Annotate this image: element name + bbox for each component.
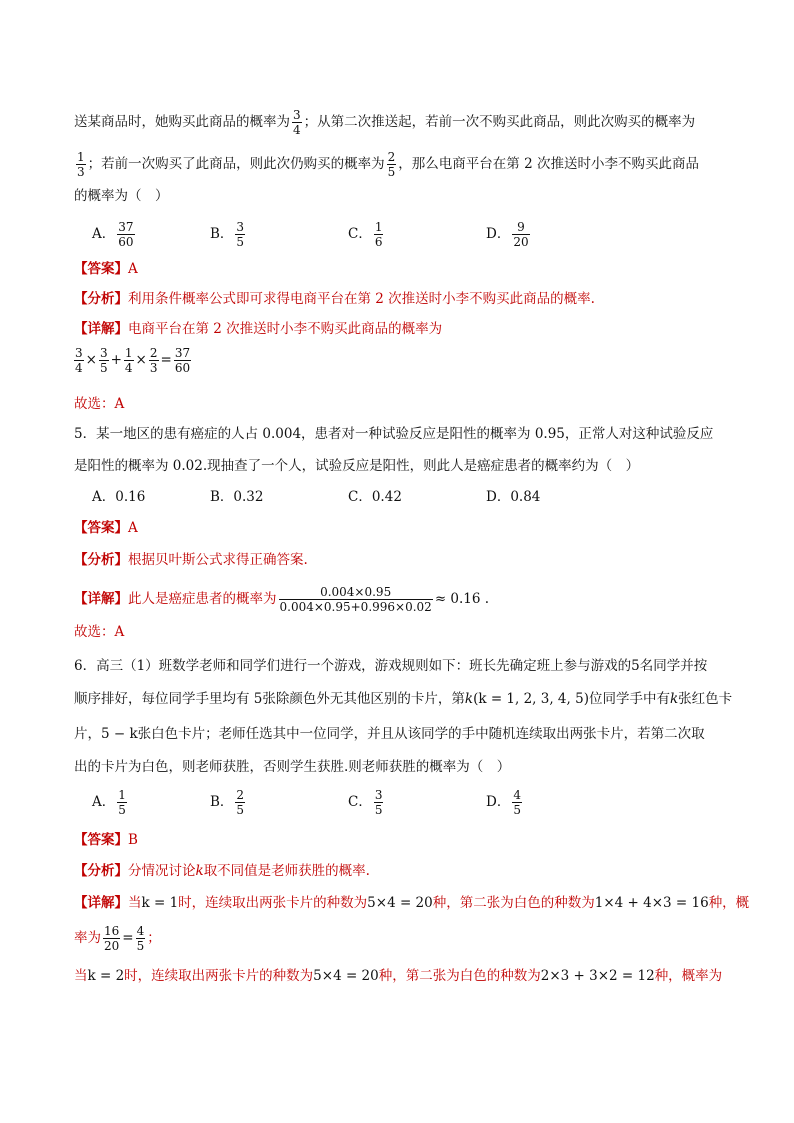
q4-equation: $\frac{3}{4}$ × $\frac{3}{5}$ + $\frac{1}{4}$ × $\frac{2}{3}$ = $\frac{37}{60}$: [75, 346, 191, 375]
q6-line-3: 片，5 − k张白色卡片；老师任选其中一位同学，并且从该同学的手中随机连续取出两张卡片，若第二次取: [74, 726, 705, 742]
q5-line-2: 是阳性的概率为 0.02.现抽查了一个人，试验反应是阳性，则此人是癌症患者的概率约为（ ）: [74, 458, 640, 474]
q4-option-b: B． $\frac{3}{5}$: [210, 220, 245, 249]
q6-option-b: B． $\frac{2}{5}$: [210, 788, 245, 817]
fraction: $\frac{2}{5}$: [387, 150, 396, 179]
q5-line-1: 5．某一地区的患有癌症的人占 0.004，患者对一种试验反应是阳性的概率为 0.95，正常人对这种试验反应: [74, 426, 714, 442]
q5-option-c: C．0.42: [348, 489, 402, 505]
q4-option-d: D． $\frac{9}{20}$: [486, 220, 529, 249]
q4-line-1: 送某商品时，她购买此商品的概率为 $\frac{3}{4}$ ；从第二次推送起，若前一次不购买此商品，则此次购买的概率为: [74, 108, 696, 137]
q5-analysis: 【分析】根据贝叶斯公式求得正确答案.: [74, 552, 308, 568]
q6-line-2: 顺序排好，每位同学手里均有 5张除颜色外无其他区别的卡片，第k(k = 1, 2, 3, 4, 5)位同学手中有k张红色卡: [74, 691, 733, 707]
q4-detail: 【详解】电商平台在第 2 次推送时小李不购买此商品的概率为: [74, 321, 443, 337]
q4-choose: 故选：A: [74, 396, 125, 412]
q5-detail: 【详解】此人是癌症患者的概率为 $\frac{0.004\times 0.95}{0.004\times 0.95+0.996\times 0.02}$ ≈ 0.16 .: [74, 585, 490, 614]
fraction: $\frac{1}{3}$: [77, 150, 85, 179]
q6-detail-line-1: 【详解】当k = 1时，连续取出两张卡片的种数为5×4 = 20种，第二张为白色的种数为1×4 + 4×3 = 16种，概: [74, 895, 750, 911]
q6-option-d: D． $\frac{4}{5}$: [486, 788, 521, 817]
fraction: $\frac{0.004\times 0.95}{0.004\times 0.95+0.996\times 0.02}$: [279, 585, 432, 614]
q6-answer: 【答案】B: [74, 832, 138, 848]
fraction: $\frac{3}{4}$: [293, 108, 301, 137]
q6-detail-line-3: 当k = 2时，连续取出两张卡片的种数为5×4 = 20种，第二张为白色的种数为2×3 + 3×2 = 12种，概率为: [74, 968, 723, 984]
q4-option-a: A． $\frac{37}{60}$: [92, 220, 134, 249]
q5-option-d: D．0.84: [486, 489, 541, 505]
q6-option-a: A． $\frac{1}{5}$: [92, 788, 126, 817]
q4-line-3: 的概率为（ ）: [74, 188, 169, 204]
q6-detail-line-2: 率为 $\frac{16}{20}$ = $\frac{4}{5}$ ；: [74, 924, 161, 953]
q5-option-a: A．0.16: [92, 489, 146, 505]
q4-analysis: 【分析】利用条件概率公式即可求得电商平台在第 2 次推送时小李不购买此商品的概率.: [74, 291, 595, 307]
q6-analysis: 【分析】分情况讨论k取不同值是老师获胜的概率.: [74, 863, 370, 879]
q6-option-c: C． $\frac{3}{5}$: [348, 788, 383, 817]
q6-line-1: 6．高三（1）班数学老师和同学们进行一个游戏，游戏规则如下：班长先确定班上参与游戏的5名同学并按: [74, 658, 708, 674]
q4-option-c: C． $\frac{1}{6}$: [348, 220, 383, 249]
q5-option-b: B．0.32: [210, 489, 264, 505]
q5-answer: 【答案】A: [74, 520, 138, 536]
q4-answer: 【答案】A: [74, 261, 138, 277]
q4-line-2: $\frac{1}{3}$ ；若前一次购买了此商品，则此次仍购买的概率为 $\frac{2}{5}$ ，那么电商平台在第 2 次推送时小李不购买此商品: [77, 150, 699, 179]
q5-choose: 故选：A: [74, 624, 125, 640]
q6-line-4: 出的卡片为白色，则老师获胜，否则学生获胜.则老师获胜的概率为（ ）: [74, 759, 511, 775]
